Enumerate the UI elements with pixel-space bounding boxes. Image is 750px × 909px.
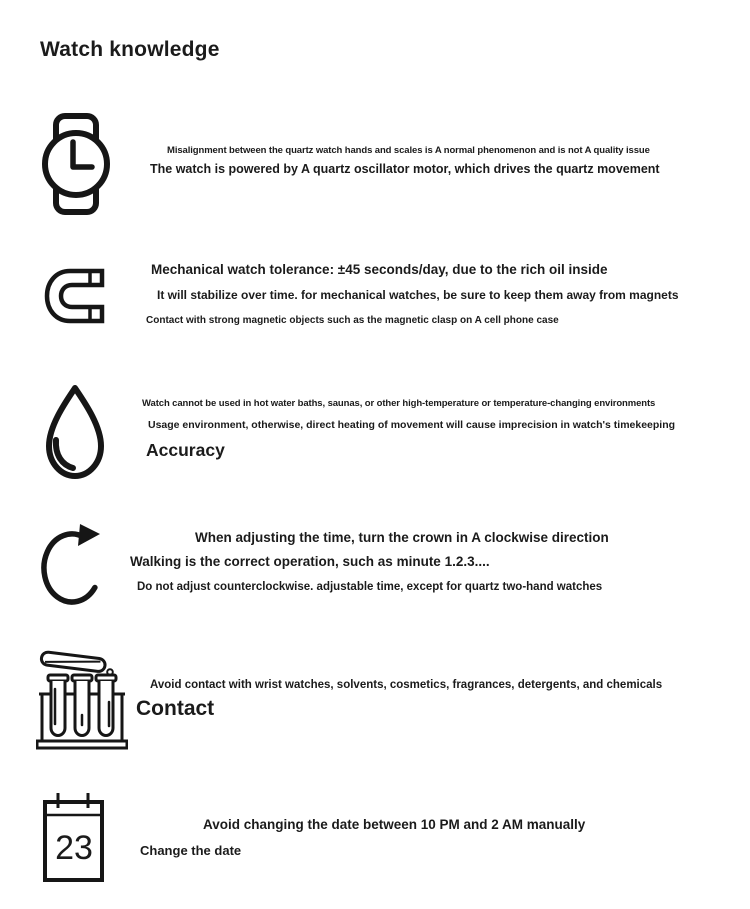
magnet-note-small: Contact with strong magnetic objects such as the magnetic clasp on A cell phone case — [146, 315, 559, 326]
magnet-note: It will stabilize over time. for mechanical watches, be sure to keep them away from magnets — [157, 288, 679, 302]
calendar-icon — [43, 792, 105, 884]
page-title: Watch knowledge — [40, 38, 220, 61]
chemical-note: Avoid contact with wrist watches, solvents, cosmetics, fragrances, detergents, and chemicals — [150, 679, 663, 691]
temperature-note: Usage environment, otherwise, direct heating of movement will cause imprecision in watch's timekeeping — [148, 419, 676, 431]
wristwatch-icon — [40, 113, 112, 215]
date-headline: Avoid changing the date between 10 PM and 2 AM manually — [203, 817, 586, 832]
contact-heading: Contact — [136, 697, 215, 720]
crown-note: Walking is the correct operation, such as minute 1.2.3.... — [130, 554, 490, 569]
accuracy-heading: Accuracy — [146, 440, 225, 460]
quartz-note-small: Misalignment between the quartz watch hands and scales is A normal phenomenon and is not A quality issue — [167, 145, 650, 156]
quartz-note-main: The watch is powered by A quartz oscillator motor, which drives the quartz movement — [150, 162, 660, 176]
calendar-day-number: 23 — [55, 829, 93, 867]
magnet-icon — [42, 266, 106, 326]
date-note: Change the date — [140, 843, 242, 858]
water-drop-icon — [40, 383, 110, 481]
magnet-headline: Mechanical watch tolerance: ±45 seconds/day, due to the rich oil inside — [151, 262, 608, 277]
temperature-note-small: Watch cannot be used in hot water baths, saunas, or other high-temperature or temperature-changing environments — [142, 398, 656, 409]
clockwise-arrow-icon — [40, 522, 106, 610]
crown-headline: When adjusting the time, turn the crown in A clockwise direction — [195, 530, 609, 545]
test-tubes-icon — [36, 644, 128, 752]
crown-note-small: Do not adjust counterclockwise. adjustable time, except for quartz two-hand watches — [137, 581, 603, 593]
